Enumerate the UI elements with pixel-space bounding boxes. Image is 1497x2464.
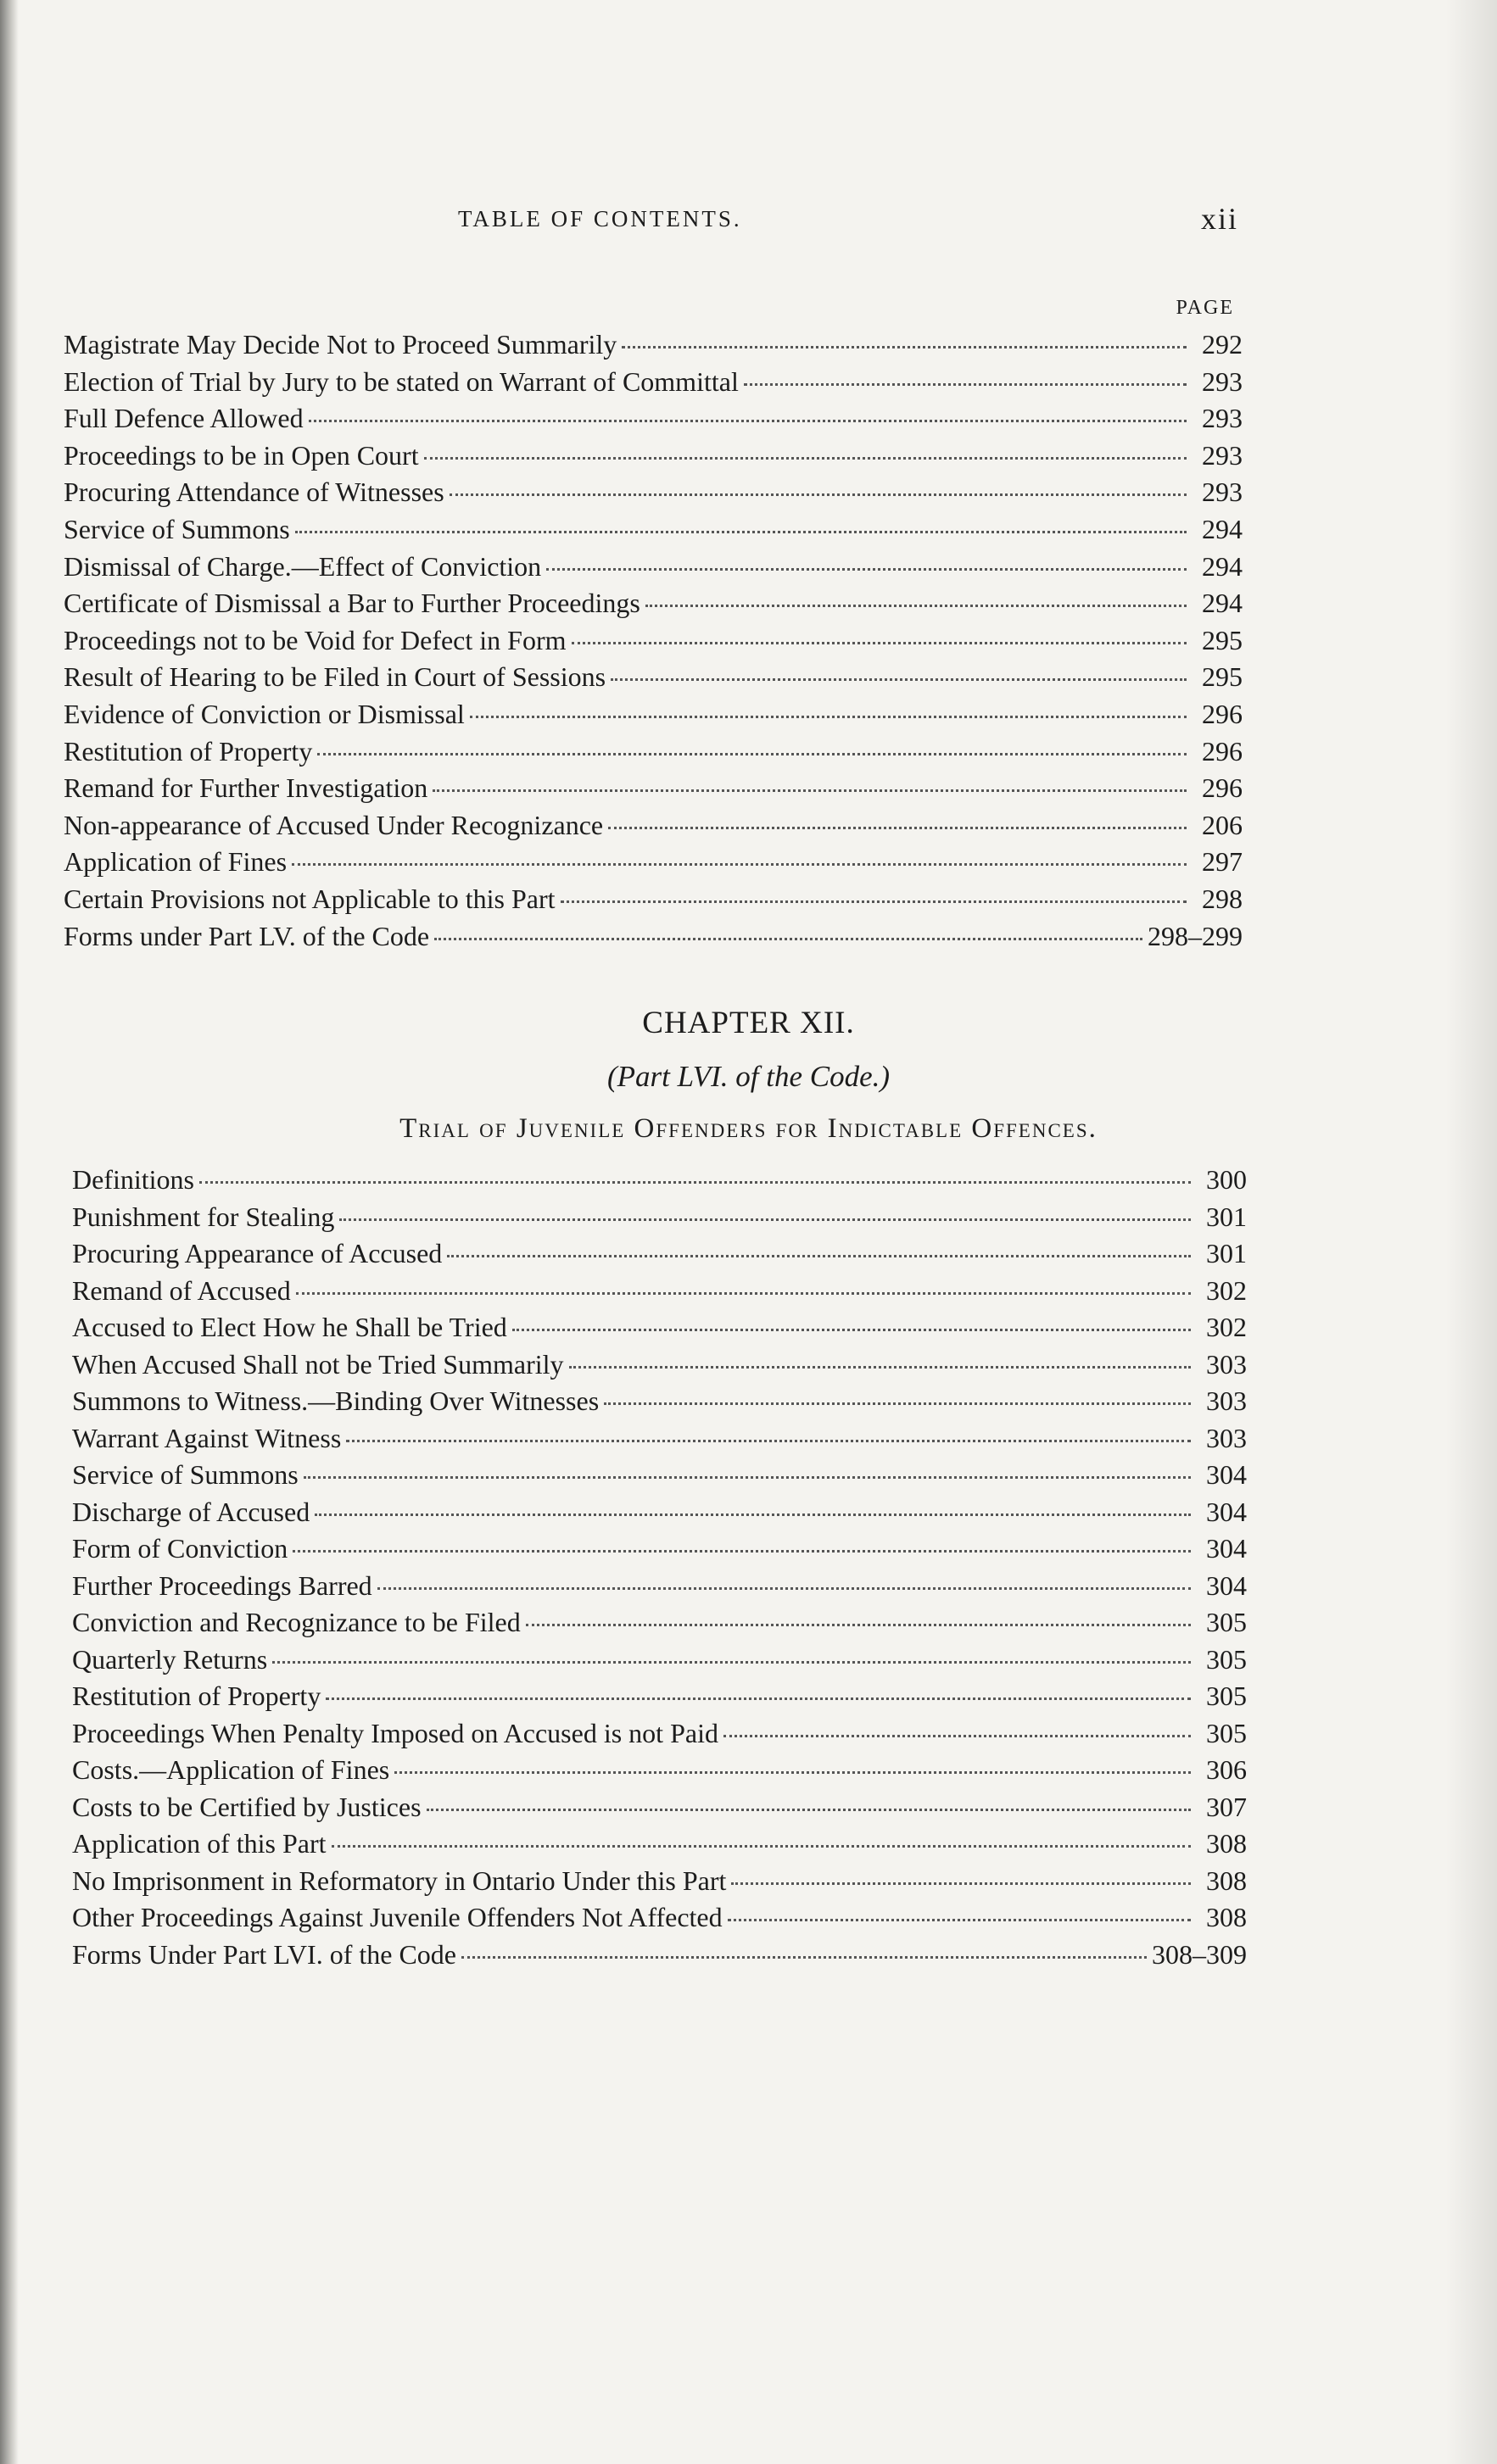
toc-entry (64, 477, 1243, 514)
dot-leader (394, 1771, 1191, 1774)
dot-leader (546, 568, 1187, 571)
dot-leader (315, 1514, 1191, 1516)
toc-entry-page: 293 (1202, 403, 1243, 434)
toc-entry (72, 1754, 1247, 1792)
toc-entry-page: 293 (1202, 365, 1243, 397)
chapter-part-reference: (Part LVI. of the Code.) (606, 1060, 891, 1093)
toc-entry-title: Definitions (72, 1164, 194, 1195)
toc-entry-title: Application of this Part (72, 1828, 327, 1859)
dot-leader (296, 1292, 1191, 1295)
toc-entry-page: 305 (1206, 1643, 1247, 1675)
toc-entry-page: 304 (1206, 1533, 1247, 1564)
toc-entry-page: 293 (1202, 477, 1243, 508)
toc-entry-title: Proceedings not to be Void for Defect in Form (64, 624, 567, 655)
toc-entry-title: Dismissal of Charge.—Effect of Conviction (64, 550, 542, 582)
toc-entry-title: No Imprisonment in Reformatory in Ontario Under this Part (72, 1865, 727, 1896)
dot-leader (561, 900, 1187, 903)
dot-leader (723, 1735, 1191, 1737)
toc-entry-title: Full Defence Allowed (64, 403, 304, 434)
toc-entry (72, 1828, 1247, 1865)
dot-leader (427, 1809, 1191, 1811)
dot-leader (731, 1882, 1191, 1885)
toc-entry (64, 329, 1243, 366)
dot-leader (304, 1476, 1191, 1479)
toc-entry-title: Result of Hearing to be Filed in Court of Sessions (64, 661, 606, 693)
dot-leader (728, 1919, 1191, 1921)
dot-leader (332, 1845, 1191, 1848)
toc-entry (72, 1939, 1247, 1976)
dot-leader (608, 827, 1187, 829)
toc-entry-title: Punishment for Stealing (72, 1201, 335, 1232)
toc-entry-title: Election of Trial by Jury to be stated on Warrant of Committal (64, 365, 739, 397)
toc-entry-page: 304 (1206, 1496, 1247, 1527)
toc-entry-page: 308 (1206, 1865, 1247, 1896)
toc-entry (72, 1865, 1247, 1903)
toc-entry-page: 304 (1206, 1459, 1247, 1490)
toc-entry (72, 1497, 1247, 1534)
toc-entry (72, 1238, 1247, 1275)
dot-leader (295, 531, 1187, 533)
page-edge-shadow-left (0, 0, 19, 2464)
toc-entry-title: Proceedings to be in Open Court (64, 439, 419, 471)
toc-entry (64, 846, 1243, 884)
page-folio: xii (1200, 202, 1238, 236)
toc-entry-page: 308–309 (1152, 1938, 1247, 1970)
toc-entry (72, 1533, 1247, 1570)
toc-entry-page: 303 (1206, 1385, 1247, 1416)
toc-entry-page: 294 (1202, 550, 1243, 582)
dot-leader (461, 1956, 1147, 1959)
dot-leader (326, 1697, 1191, 1700)
toc-entry-title: When Accused Shall not be Tried Summarily (72, 1348, 564, 1380)
dot-leader (317, 753, 1187, 755)
toc-entry-page: 206 (1202, 809, 1243, 840)
toc-entry-page: 301 (1206, 1201, 1247, 1232)
toc-entry-title: Form of Conviction (72, 1533, 288, 1564)
toc-entry-title: Costs.—Application of Fines (72, 1754, 390, 1785)
toc-entry-title: Certain Provisions not Applicable to this Part (64, 883, 556, 914)
toc-entry (72, 1385, 1247, 1423)
toc-entry-page: 300 (1206, 1164, 1247, 1195)
dot-leader (424, 457, 1187, 460)
toc-entry-title: Accused to Elect How he Shall be Tried (72, 1312, 507, 1342)
dot-leader (346, 1440, 1191, 1442)
toc-entry (72, 1201, 1247, 1239)
toc-entry-page: 296 (1202, 698, 1243, 729)
toc-entry-title: Warrant Against Witness (72, 1422, 342, 1453)
toc-entry (64, 699, 1243, 736)
toc-entry (72, 1681, 1247, 1718)
toc-entry (72, 1792, 1247, 1829)
running-header (458, 202, 1238, 240)
toc-entry-page: 298 (1202, 883, 1243, 914)
page-edge-shadow-right (1446, 0, 1497, 2464)
toc-entry (72, 1718, 1247, 1755)
toc-entry (64, 884, 1243, 921)
toc-entry-page: 303 (1206, 1422, 1247, 1453)
chapter-subject: Trial of Juvenile Offenders for Indictable Offences. (399, 1113, 1098, 1144)
toc-entry-page: 293 (1202, 439, 1243, 471)
toc-list-part-lvi (72, 1164, 1247, 1976)
toc-entry (64, 772, 1243, 810)
dot-leader (526, 1624, 1191, 1626)
chapter-title: CHAPTER XII. (642, 1006, 855, 1040)
dot-leader (434, 938, 1142, 940)
toc-entry (72, 1902, 1247, 1939)
toc-list-part-lv (64, 329, 1243, 957)
toc-entry-page: 302 (1206, 1312, 1247, 1342)
toc-entry-title: Conviction and Recognizance to be Filed (72, 1607, 521, 1637)
toc-entry-page: 308 (1206, 1902, 1247, 1932)
dot-leader (450, 493, 1187, 496)
toc-entry-title: Evidence of Conviction or Dismissal (64, 698, 465, 729)
toc-entry-title: Discharge of Accused (72, 1496, 310, 1527)
dot-leader (512, 1329, 1191, 1331)
dot-leader (604, 1402, 1191, 1405)
dot-leader (339, 1218, 1191, 1221)
dot-leader (645, 605, 1187, 607)
toc-entry (72, 1275, 1247, 1313)
toc-entry-page: 305 (1206, 1717, 1247, 1748)
toc-entry-page: 307 (1206, 1791, 1247, 1822)
toc-entry-page: 297 (1202, 846, 1243, 878)
toc-entry (64, 551, 1243, 588)
toc-entry-page: 298–299 (1148, 920, 1243, 951)
toc-entry-title: Summons to Witness.—Binding Over Witnesses (72, 1385, 600, 1416)
toc-entry-title: Procuring Appearance of Accused (72, 1238, 443, 1268)
toc-entry (64, 921, 1243, 958)
toc-entry-page: 295 (1202, 624, 1243, 655)
toc-entry (64, 440, 1243, 477)
toc-entry-title: Restitution of Property (64, 735, 313, 767)
dot-leader (447, 1255, 1191, 1257)
dot-leader (470, 716, 1187, 718)
toc-entry-title: Costs to be Certified by Justices (72, 1791, 422, 1822)
toc-entry-title: Application of Fines (64, 846, 288, 878)
toc-entry (72, 1423, 1247, 1460)
toc-entry (64, 403, 1243, 440)
page-column-label: PAGE (1176, 297, 1234, 319)
toc-entry-page: 305 (1206, 1607, 1247, 1637)
toc-entry-page: 294 (1202, 513, 1243, 544)
toc-entry-page: 303 (1206, 1348, 1247, 1380)
toc-entry-title: Forms Under Part LVI. of the Code (72, 1938, 456, 1970)
toc-entry-title: Procuring Attendance of Witnesses (64, 477, 444, 508)
toc-entry (64, 661, 1243, 699)
toc-entry-title: Forms under Part LV. of the Code (64, 920, 430, 951)
toc-entry-title: Service of Summons (64, 513, 290, 544)
dot-leader (433, 789, 1187, 792)
dot-leader (569, 1366, 1192, 1369)
toc-entry-title: Remand for Further Investigation (64, 772, 428, 804)
toc-entry (64, 588, 1243, 625)
toc-entry-title: Non-appearance of Accused Under Recognizance (64, 809, 604, 840)
toc-entry-title: Further Proceedings Barred (72, 1569, 372, 1601)
toc-entry-page: 302 (1206, 1274, 1247, 1306)
toc-entry-title: Proceedings When Penalty Imposed on Accused is not Paid (72, 1717, 718, 1748)
toc-entry (72, 1459, 1247, 1497)
toc-entry-page: 295 (1202, 661, 1243, 693)
toc-entry-page: 305 (1206, 1681, 1247, 1711)
toc-entry (64, 514, 1243, 551)
dot-leader (744, 383, 1187, 386)
toc-entry-title: Certificate of Dismissal a Bar to Further Proceedings (64, 588, 640, 619)
dot-leader (622, 346, 1187, 348)
toc-entry-title: Quarterly Returns (72, 1643, 268, 1675)
toc-entry-page: 296 (1202, 735, 1243, 767)
toc-entry (64, 625, 1243, 662)
toc-entry-page: 301 (1206, 1238, 1247, 1268)
toc-entry (72, 1349, 1247, 1386)
toc-entry (64, 736, 1243, 773)
toc-entry-page: 292 (1202, 329, 1243, 360)
toc-entry-page: 294 (1202, 588, 1243, 619)
toc-entry (72, 1607, 1247, 1644)
dot-leader (292, 863, 1187, 866)
dot-leader (293, 1550, 1191, 1553)
toc-entry-page: 304 (1206, 1569, 1247, 1601)
toc-entry (72, 1644, 1247, 1681)
toc-entry-page: 308 (1206, 1828, 1247, 1859)
toc-entry (72, 1312, 1247, 1349)
toc-entry-page: 296 (1202, 772, 1243, 804)
dot-leader (377, 1587, 1191, 1590)
toc-entry-title: Service of Summons (72, 1459, 299, 1490)
dot-leader (199, 1181, 1191, 1184)
running-title: TABLE OF CONTENTS. (458, 206, 742, 231)
toc-entry-title: Magistrate May Decide Not to Proceed Summarily (64, 329, 617, 360)
toc-entry (64, 366, 1243, 404)
toc-entry-page: 306 (1206, 1754, 1247, 1785)
dot-leader (272, 1661, 1191, 1664)
toc-entry-title: Other Proceedings Against Juvenile Offenders Not Affected (72, 1902, 723, 1932)
toc-entry-title: Remand of Accused (72, 1274, 291, 1306)
toc-entry-title: Restitution of Property (72, 1681, 321, 1711)
dot-leader (572, 642, 1187, 644)
dot-leader (611, 678, 1187, 681)
toc-entry (72, 1164, 1247, 1201)
toc-entry (72, 1570, 1247, 1608)
toc-entry (64, 810, 1243, 847)
dot-leader (309, 420, 1187, 422)
